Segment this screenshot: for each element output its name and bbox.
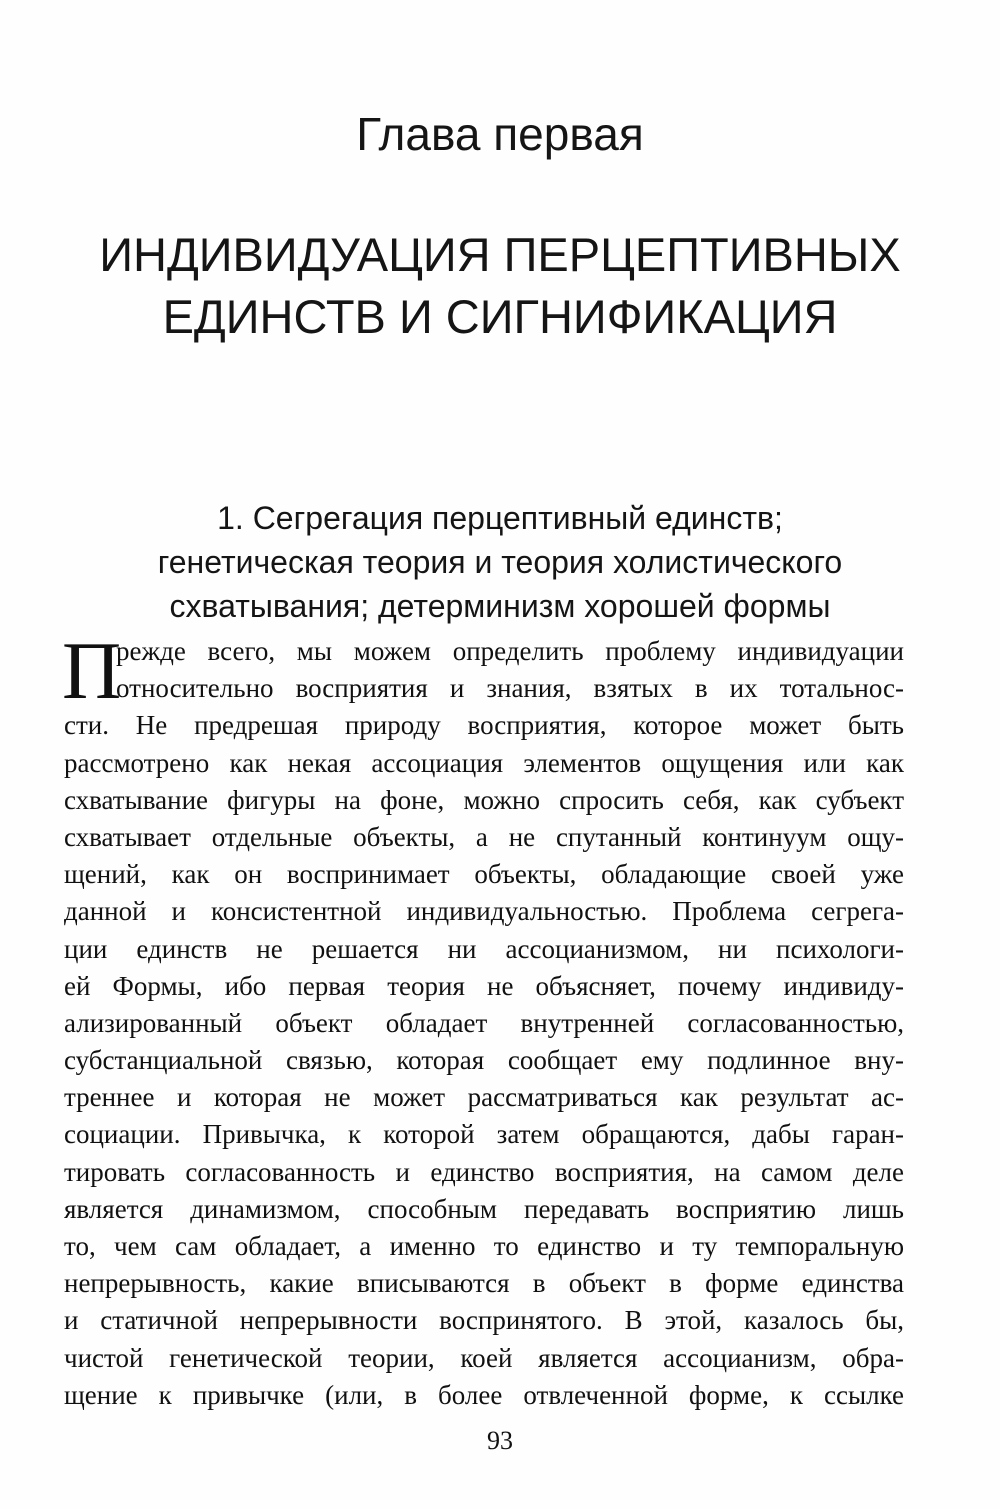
body-paragraph — [62, 625, 904, 1414]
text-line: треннее и которая не может рассматриваться как результат ас- — [64, 1082, 904, 1113]
text-line: схватывание фигуры на фоне, можно спросить себя, как субъект — [64, 784, 904, 815]
text-line: рассмотрено как некая ассоциация элементов ощущения или как — [64, 747, 904, 778]
text-line: режде всего, мы можем определить проблему индивидуации — [116, 636, 904, 666]
section-title-line: схватывания; детерминизм хорошей формы — [169, 588, 831, 624]
text-line: щений, как он воспринимает объекты, обладающие своей уже — [64, 859, 904, 890]
text-line: сти. Не предрешая природу восприятия, которое может быть — [64, 710, 904, 741]
text-line: тировать согласованность и единство восприятия, на самом деле — [64, 1156, 904, 1187]
section-title — [60, 496, 940, 628]
chapter-title-line: ЕДИНСТВ И СИГНИФИКАЦИЯ — [162, 290, 838, 343]
text-line: ции единств не решается ни ассоцианизмом, ни психологи- — [64, 933, 904, 964]
text-line: ей Формы, ибо первая теория не объясняет, почему индивиду- — [64, 970, 904, 1001]
text-line: то, чем сам обладает, а именно то единство и ту темпоральную — [64, 1231, 904, 1261]
text-line: субстанциальной связью, которая сообщает ему подлинное вну- — [64, 1045, 904, 1076]
chapter-label: Глава первая — [356, 108, 644, 160]
text-line: социации. Привычка, к которой затем обращаются, дабы гаран- — [64, 1119, 904, 1150]
page-number: 93 — [487, 1426, 513, 1455]
chapter-title-line: ИНДИВИДУАЦИЯ ПЕРЦЕПТИВНЫХ — [99, 228, 901, 281]
text-line: чистой генетической теории, коей является ассоцианизм, обра- — [64, 1342, 904, 1373]
text-line: является динамизмом, способным передавать восприятию лишь — [64, 1193, 904, 1224]
text-line: относительно восприятия и знания, взятых в их тотальнос- — [116, 673, 904, 704]
text-line: данной и консистентной индивидуальностью. Проблема сегрега- — [64, 896, 904, 927]
text-line: непрерывность, какие вписываются в объект в форме единства — [64, 1268, 904, 1299]
section-title-line: генетическая теория и теория холистического — [157, 544, 843, 580]
text-line: схватывает отдельные объекты, а не спутанный континуум ощу- — [64, 821, 904, 852]
chapter-title — [40, 224, 960, 348]
text-line: щение к привычке (или, в более отвлеченной форме, к ссылке — [64, 1379, 904, 1410]
drop-cap: П — [62, 625, 122, 716]
text-line: и статичной непрерывности воспринятого. В этой, казалось бы, — [64, 1305, 904, 1336]
section-title-line: 1. Сегрегация перцептивный единств; — [217, 500, 783, 536]
text-line: ализированный объект обладает внутренней согласованностью, — [64, 1007, 904, 1038]
